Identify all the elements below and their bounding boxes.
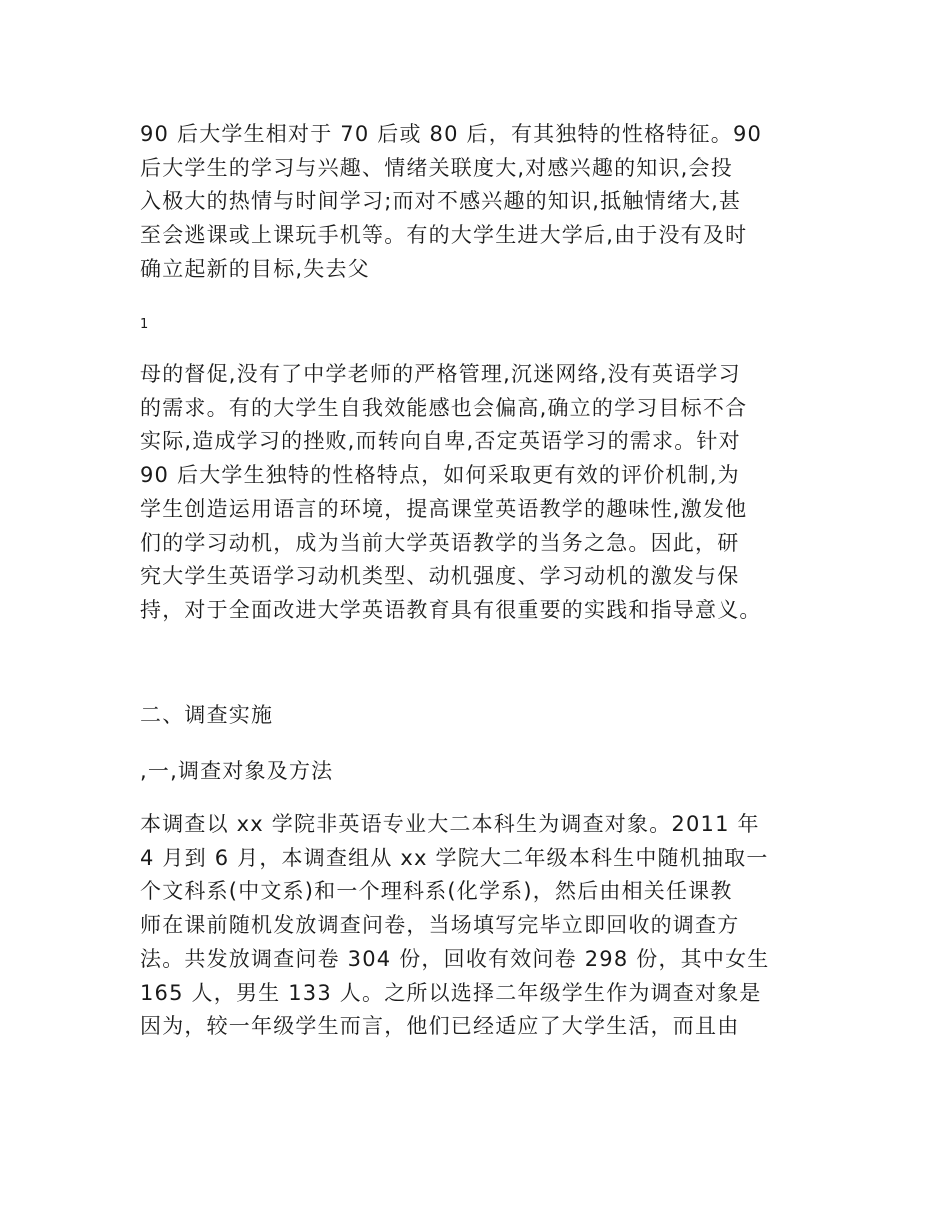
paragraph-survey-method (140, 808, 810, 1044)
subsection-heading: ,一,调查对象及方法 (140, 759, 334, 783)
text-line: 究大学生英语学习动机类型、动机强度、学习动机的激发与保 (140, 564, 740, 589)
paragraph-research-significance (140, 358, 810, 628)
text-line: 90 后大学生相对于 70 后或 80 后，有其独特的性格特征。90 (140, 122, 763, 146)
text-line: 后大学生的学习与兴趣、情绪关联度大,对感兴趣的知识,会投 (140, 155, 733, 180)
text-line: 持，对于全面改进大学英语教育具有很重要的实践和指导意义。 (140, 597, 762, 622)
text-line: 母的督促,没有了中学老师的严格管理,沉迷网络,没有英语学习 (140, 362, 741, 386)
text-line: 因为，较一年级学生而言，他们已经适应了大学生活，而且由 (140, 1014, 740, 1039)
page-number: 1 (140, 317, 149, 332)
text-line: 本调查以 xx 学院非英语专业大二本科生为调查对象。2011 年 (140, 812, 760, 836)
paragraph-student-traits (140, 118, 810, 287)
text-line: 实际,造成学习的挫败,而转向自卑,否定英语学习的需求。针对 (140, 429, 741, 454)
text-line: 至会逃课或上课玩手机等。有的大学生进大学后,由于没有及时 (140, 223, 748, 248)
text-line: 们的学习动机，成为当前大学英语教学的当务之急。因此，研 (140, 530, 740, 555)
section-heading: 二、调查实施 (140, 703, 274, 727)
text-line: 4 月到 6 月，本调查组从 xx 学院大二年级本科生中随机抽取一 (140, 845, 769, 870)
text-line: 的需求。有的大学生自我效能感也会偏高,确立的学习目标不合 (140, 395, 748, 420)
text-line: 师在课前随机发放调查问卷，当场填写完毕立即回收的调查方 (140, 913, 740, 938)
text-line: 法。共发放调查问卷 304 份，回收有效问卷 298 份，其中女生 (140, 946, 770, 971)
text-line: 入极大的热情与时间学习;而对不感兴趣的知识,抵触情绪大,甚 (140, 189, 742, 214)
text-line: 90 后大学生独特的性格特点，如何采取更有效的评价机制,为 (140, 463, 740, 488)
text-line: 学生创造运用语言的环境，提高课堂英语教学的趣味性,激发他 (140, 496, 748, 521)
text-line: 165 人，男生 133 人。之所以选择二年级学生作为调查对象是 (140, 980, 762, 1005)
text-line: 确立起新的目标,失去父 (140, 256, 370, 281)
text-line: 个文科系(中文系)和一个理科系(化学系)，然后由相关任课教 (140, 879, 733, 904)
